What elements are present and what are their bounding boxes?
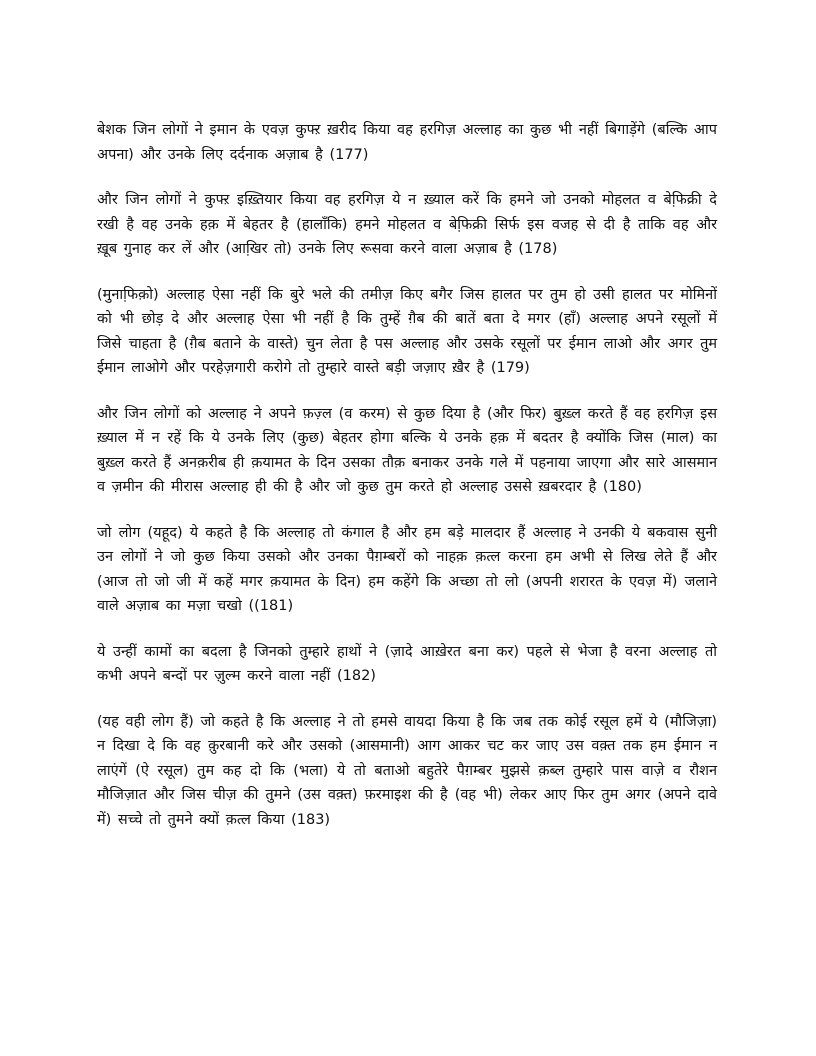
verse-181: जो लोग (यहूद) ये कहते है कि अल्लाह तो कंगाल है और हम बड़े मालदार हैं अल्लाह ने उनकी ये बकवास सुनी उन लोगों ने जो कुछ किया उसको और उनका पैग़म्बरों को नाहक़ क़त्ल करना हम अभी से लिख लेते हैं और (आज तो जो जी में कहें मगर क़यामत के दिन) हम कहेंगे कि अच्छा तो लो (अपनी शरारत के एवज़ में) जलाने वाले अज़ाब का मज़ा चखो ((181)	[97, 524, 717, 614]
verse-179: (मुनाफि़क़ो) अल्लाह ऐसा नहीं कि बुरे भले की तमीज़ किए बगैर जिस हालत पर तुम हो उसी हालत पर मोमिनों को भी छोड़ दे और अल्लाह ऐसा भी नहीं है कि तुम्हें ग़ैब की बातें बता दे मगर (हाँ) अल्लाह अपने रसूलों में जिसे चाहता है (ग़ैब बताने के वास्ते) चुन लेता है पस अल्लाह और उसके रसूलों पर ईमान लाओ और अगर तुम ईमान लाओगे और परहेज़गारी करोगे तो तुम्हारे वास्ते बड़ी जज़ाए ख़ैर है (179)	[97, 286, 717, 376]
verse-177: बेशक जिन लोगों ने इमान के एवज़ कुफ्ऱ ख़रीद किया वह हरगिज़ अल्लाह का कुछ भी नहीं बिगाड़ेंगे (बल्कि आप अपना) और उनके लिए दर्दनाक अज़ाब है (177)	[97, 122, 717, 163]
verse-180: और जिन लोगों को अल्लाह ने अपने फ़ज़्ल (व करम) से कुछ दिया है (और फिर) बुख़्ल करते हैं वह हरगिज़ इस ख़्याल में न रहें कि ये उनके लिए (कुछ) बेहतर होगा बल्कि ये उनके हक़ में बदतर है क्योंकि जिस (माल) का बुख़्ल करते हैं अनक़रीब ही क़यामत के दिन उसका तौक़ बनाकर उनके गले में पहनाया जाएगा और सारे आसमान व ज़मीन की मीरास अल्लाह ही की है और जो कुछ तुम करते हो अल्लाह उससे ख़बरदार है (180)	[97, 405, 717, 495]
verse-183: (यह वही लोग हैं) जो कहते है कि अल्लाह ने तो हमसे वायदा किया है कि जब तक कोई रसूल हमें ये (मौजिज़ा) न दिखा दे कि वह क़ुरबानी करे और उसको (आसमानी) आग आकर चट कर जाए उस वक़्त तक हम ईमान न लाएंगें (ऐ रसूल) तुम कह दो कि (भला) ये तो बताओ बहुतेरे पैग़म्बर मुझसे क़ब्ल तुम्हारे पास वाज़े व रौशन मौजिज़ात और जिस चीज़ की तुमने (उस वक़्त) फ़रमाइश की है (वह भी) लेकर आए फिर तुम अगर (अपने दावे में) सच्चे तो तुमने क्यों क़त्ल किया (183)	[97, 713, 717, 828]
verse-182: ये उन्हीं कामों का बदला है जिनको तुम्हारे हाथों ने (ज़ादे आख़ेरत बना कर) पहले से भेजा है वरना अल्लाह तो कभी अपने बन्दों पर ज़ुल्म करने वाला नहीं (182)	[97, 643, 717, 684]
verse-178: और जिन लोगों ने कुफ्ऱ इख़्तियार किया वह हरगिज़ ये न ख़्याल करें कि हमने जो उनको मोहलत व बेफि़क्री दे रखी है वह उनके हक़ में बेहतर है (हालाँकि) हमने मोहलत व बेफि़क्री सिर्फ इस वजह से दी है ताकि वह और ख़ूब गुनाह कर लें और (आखि़र तो) उनके लिए रूसवा करने वाला अज़ाब है (178)	[97, 192, 717, 257]
document-page	[97, 118, 717, 853]
